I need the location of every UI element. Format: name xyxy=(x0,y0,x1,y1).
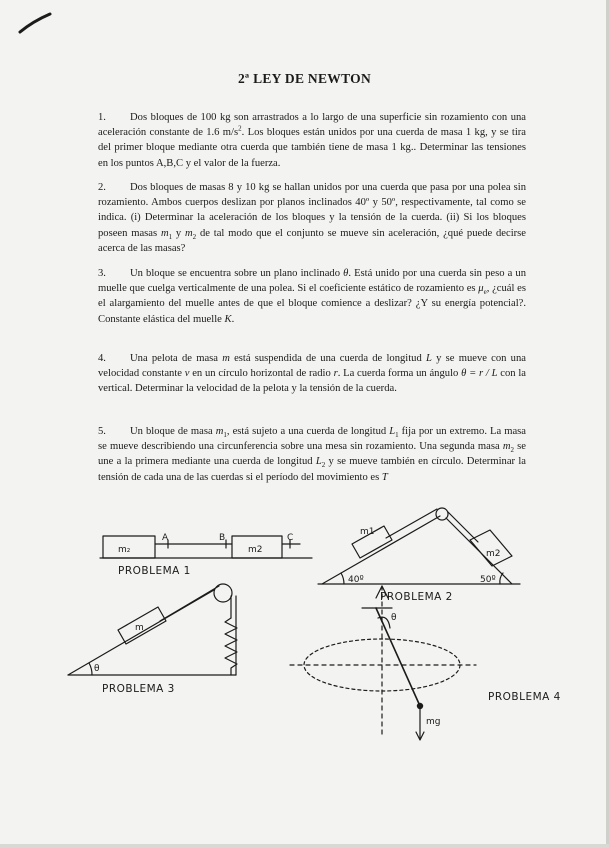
angle-50-arc xyxy=(500,573,503,584)
label-50: 50º xyxy=(480,575,496,585)
subscript: 1 xyxy=(395,431,399,440)
problem-text: Un bloque de masa xyxy=(130,426,216,437)
scan-bottom-edge xyxy=(0,844,609,848)
label-m2: m2 xyxy=(486,549,501,559)
formula: θ = r / L xyxy=(461,368,498,380)
figures xyxy=(0,500,609,760)
problem-text: Dos bloques de masas 8 y 10 kg se hallan unidos por una cuerda que pasa por una polea sin rozamiento. Ambos cuerpos deslizan por planos inclinados 40º y 50º, respectivamente, tal como se indica. (i) Determinar la aceleración de los bloques y la tensión de la cuerda. (ii) Si los bloques poseen masas xyxy=(98,182,526,239)
symbol: L xyxy=(426,353,432,364)
problem-5 xyxy=(98,424,526,485)
problem-4 xyxy=(98,351,526,397)
spring xyxy=(225,618,237,675)
problem-number: 1. xyxy=(98,112,106,123)
subscript: 2 xyxy=(192,232,197,241)
problem-3 xyxy=(98,266,526,327)
problem-text: Dos bloques de 100 kg son arrastrados a lo largo de una superficie sin rozamiento con una aceleración constante de 1.6 m/s xyxy=(98,112,526,139)
symbol: m xyxy=(160,227,169,239)
problem-text: . La cuerda forma un ángulo xyxy=(337,368,462,380)
label-m2b: m2 xyxy=(248,545,263,555)
caption-problema-2: PROBLEMA 2 xyxy=(380,591,453,603)
figure-problema-1 xyxy=(100,536,312,558)
symbol: L xyxy=(389,426,396,437)
symbol: T xyxy=(381,471,388,483)
block-m2 xyxy=(470,530,512,566)
problem-number: 5. xyxy=(98,426,106,437)
problem-text: y se mueve con una velocidad constante xyxy=(98,353,526,380)
symbol: m xyxy=(222,353,230,364)
pen-mark xyxy=(18,10,54,36)
problem-text: de tal modo que el conjunto se mueve sin aceleración, ¿qué puede decirse acerca de las masas? xyxy=(98,227,527,254)
problem-text: está suspendida de una cuerda de longitud xyxy=(229,353,427,364)
subscript: 2 xyxy=(510,446,515,455)
problem-text: . xyxy=(231,313,235,325)
problem-text: Un bloque se encuentra sobre un plano inclinado xyxy=(130,268,344,279)
figure-problema-3 xyxy=(68,584,237,675)
problem-text: se une a la primera mediante una cuerda de longitud xyxy=(98,441,526,468)
symbol: m xyxy=(502,441,511,453)
problem-text: . Los bloques están unidos por una cuerda de masa 1 kg, y se tira del primer bloque mediante otra cuerda que también tiene de masa 1 kg.. Determinar las tensiones en los puntos A,B,C y el valor de la fuerza. xyxy=(98,127,527,169)
problem-text: , está sujeto a una cuerda de longitud xyxy=(226,426,390,437)
subscript: 1 xyxy=(168,232,173,241)
figure-problema-2 xyxy=(318,508,520,584)
symbol: L xyxy=(315,456,322,468)
problem-text: fija por un extremo. La masa se mueve describiendo una circunferencia sobre una mesa sin rozamiento. Una segunda masa xyxy=(98,426,526,453)
problem-number: 4. xyxy=(98,353,106,364)
rope-left xyxy=(386,509,437,538)
label-a: A xyxy=(162,533,169,543)
symbol: μ xyxy=(478,283,484,295)
angle-arc xyxy=(89,663,92,675)
symbol: θ xyxy=(343,268,349,279)
problem-1 xyxy=(98,110,526,171)
caption-problema-1: PROBLEMA 1 xyxy=(118,565,191,577)
caption-problema-4: PROBLEMA 4 xyxy=(488,691,561,703)
label-theta: θ xyxy=(391,613,397,623)
subscript: 1 xyxy=(223,431,227,440)
page-title: 2ª LEY DE NEWTON xyxy=(238,71,371,86)
label-m2: m₂ xyxy=(118,545,131,555)
rope-right xyxy=(448,512,478,542)
problem-text: y xyxy=(172,227,186,239)
problem-number: 2. xyxy=(98,182,106,193)
subscript: e xyxy=(483,288,487,297)
subscript: 2 xyxy=(321,461,326,470)
problem-number: 3. xyxy=(98,268,106,279)
symbol: r xyxy=(333,368,338,380)
label-m: m xyxy=(135,623,144,633)
symbol: m xyxy=(215,426,224,437)
angle-40-arc xyxy=(341,573,344,584)
label-m1: m1 xyxy=(360,527,375,537)
label-mg: mg xyxy=(426,717,441,727)
problem-text: y se mueve también en círculo. Determinar la tensión de cada una de las cuerdas si el período del movimiento es xyxy=(98,456,526,483)
problem-text: . Está unido por una cuerda sin peso a un muelle que cuelga verticalmente de una polea. Si el coeficiente estático de rozamiento es xyxy=(98,268,526,295)
problem-2 xyxy=(98,180,526,256)
caption-problema-3: PROBLEMA 3 xyxy=(102,683,175,695)
exponent: 2 xyxy=(238,124,242,133)
label-theta: θ xyxy=(94,664,100,674)
problem-text: con la vertical. Determinar la velocidad de la pelota y la tensión de la cuerda. xyxy=(98,368,526,395)
symbol: v xyxy=(184,368,190,380)
pulley xyxy=(436,508,448,520)
label-b: B xyxy=(219,533,226,543)
label-c: C xyxy=(287,533,294,543)
problem-text: , ¿cuál es el alargamiento del muelle antes de que el bloque comience a deslizar? ¿Y su energía potencial?. Constante elástica del muelle xyxy=(98,283,526,325)
rope xyxy=(160,586,219,621)
incline-left xyxy=(322,516,440,584)
figure-problema-4 xyxy=(290,586,476,740)
symbol: K xyxy=(224,313,232,325)
problem-text: en un círculo horizontal de radio xyxy=(189,368,334,380)
label-40: 40º xyxy=(348,575,364,585)
problem-text: Una pelota de masa xyxy=(130,353,223,364)
symbol: m xyxy=(185,227,193,239)
